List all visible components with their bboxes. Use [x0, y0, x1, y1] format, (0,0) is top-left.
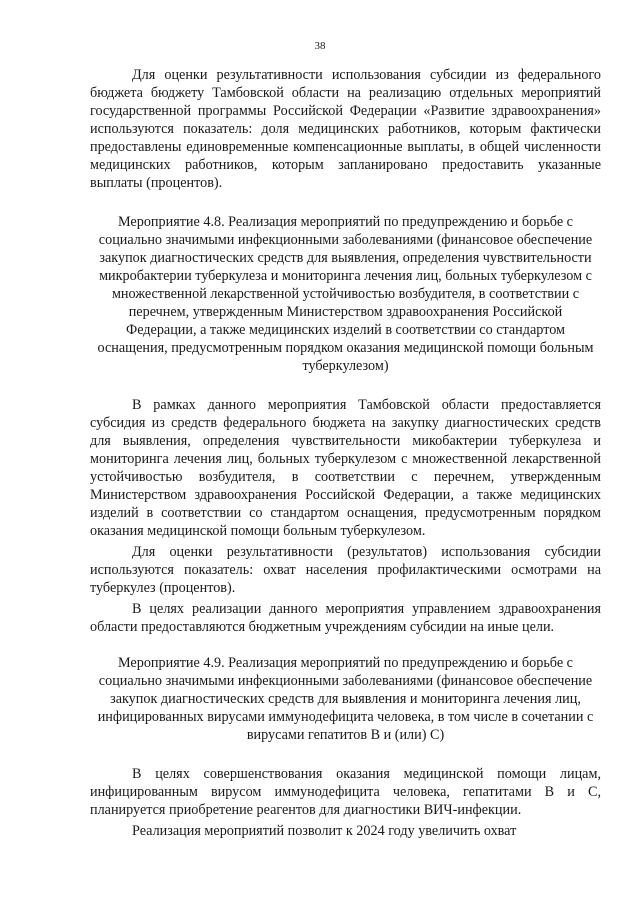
heading-measure-4-8: Мероприятие 4.8. Реализация мероприятий по предупреждению и борьбе с социально значимыми инфекционными заболеваниями (финансовое обеспечение закупок диагностических средств для выявления, определения чувствительности микробактерии туберкулеза и мониторинга лечения лиц, больных туберкулезом с множественной лекарственной устойчивостью возбудителя, в соответствии с перечнем, утвержденным Министерством здравоохранения Российской Федерации, а также медицинских изделий в соответствии со стандартом оснащения, предусмотренным порядком оказания медицинской помощи больным туберкулезом) [97, 214, 594, 374]
paragraph-coverage-2024: Реализация мероприятий позволит к 2024 году увеличить охват [132, 823, 517, 839]
paragraph-tuberculosis-indicator: Для оценки результативности (результатов) использования субсидии используются показатель: охват населения профилактическими осмотрами на туберкулез (процентов). [90, 544, 601, 596]
spacer [90, 192, 601, 213]
spacer [90, 375, 601, 396]
paragraph-budget-institutions: В целях реализации данного мероприятия управлением здравоохранения области предоставляются бюджетным учреждениям субсидии на иные цели. [90, 601, 601, 635]
paragraph-subsidy-evaluation: Для оценки результативности использования субсидии из федерального бюджета бюджету Тамбовской области на реализацию отдельных мероприятий государственной программы Российской Федерации «Развитие здравоохранения» используются показатель: доля медицинских работников, которым фактически предоставлены единовременные компенсационные выплаты, в общей численности медицинских работников, которым запланировано предоставить указанные выплаты (процентов). [90, 67, 601, 191]
paragraph-hiv-reagents: В целях совершенствования оказания медицинской помощи лицам, инфицированным вирусом иммунодефицита человека, гепатитами В и С, планируется приобретение реагентов для диагностики ВИЧ-инфекции. [90, 766, 601, 818]
paragraph-tuberculosis-subsidy: В рамках данного мероприятия Тамбовской области предоставляется субсидия из средств федерального бюджета на закупку диагностических средств для выявления, определения чувствительности микобактерии туберкулеза и мониторинга лечения лиц, больных туберкулезом с множественной лекарственной устойчивостью возбудителя, в соответствии с перечнем, утвержденным Министерством здравоохранения Российской Федерации, а также медицинских изделий в соответствии со стандартом оснащения, предусмотренным порядком оказания медицинской помощи больным туберкулезом. [90, 397, 601, 539]
page-number: 38 [314, 40, 326, 52]
heading-measure-4-9: Мероприятие 4.9. Реализация мероприятий по предупреждению и борьбе с социально значимыми инфекционными заболеваниями (финансовое обеспечение закупок диагностических средств для выявления и мониторинга лечения лиц, инфицированных вирусами иммунодефицита человека, в том числе в сочетании с вирусами гепатитов В и (или) С) [97, 655, 594, 743]
document-body [90, 66, 601, 840]
spacer [90, 744, 601, 765]
spacer [90, 636, 601, 654]
